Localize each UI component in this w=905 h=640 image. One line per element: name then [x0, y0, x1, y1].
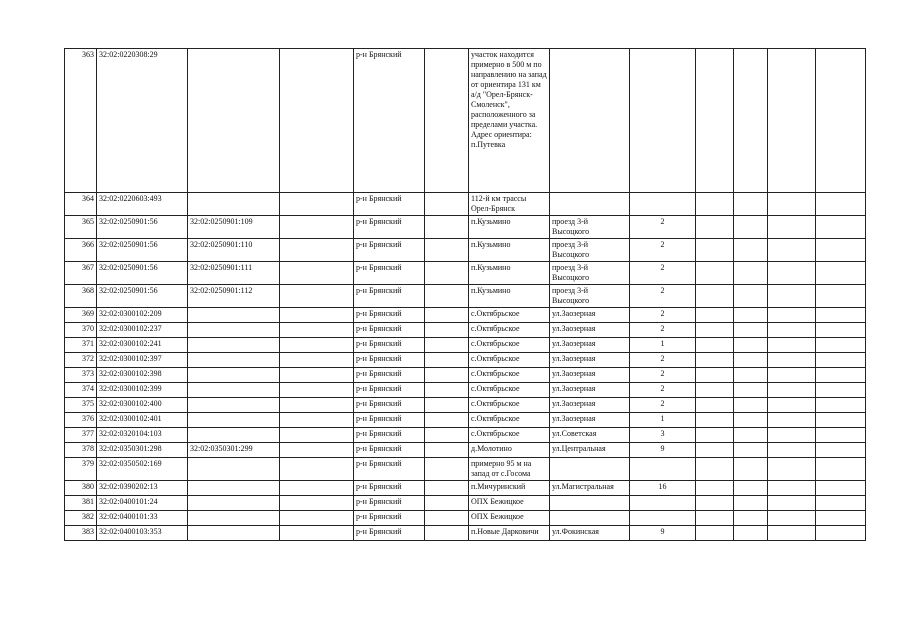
row-number-cell: 378: [65, 443, 97, 458]
house-number-cell: [630, 193, 696, 216]
empty-cell: [696, 338, 734, 353]
empty-cell: [425, 481, 469, 496]
house-number-cell: 2: [630, 308, 696, 323]
empty-cell: [816, 239, 866, 262]
house-number-cell: 2: [630, 239, 696, 262]
table-row: [65, 323, 866, 338]
related-cadastral-cell: 32:02:0350301:299: [188, 443, 280, 458]
empty-cell: [734, 443, 768, 458]
row-number-cell: 371: [65, 338, 97, 353]
cadastral-number-cell: 32:02:0400101:33: [97, 511, 188, 526]
district-cell: р-н Брянский: [354, 368, 425, 383]
empty-cell: [280, 443, 354, 458]
row-number-cell: 379: [65, 458, 97, 481]
empty-cell: [425, 496, 469, 511]
empty-cell: [696, 526, 734, 541]
empty-cell: [280, 398, 354, 413]
cadastral-number-cell: 32:02:0400103:353: [97, 526, 188, 541]
street-cell: [550, 458, 630, 481]
empty-cell: [280, 285, 354, 308]
locality-cell: участок находится примерно в 500 м по направлению на запад от ориентира 131 км а/д "Орел-Брянск-Смоленск", расположенного за пределами участка. Адрес ориентира: п.Путевка: [469, 49, 550, 193]
empty-cell: [280, 428, 354, 443]
house-number-cell: 2: [630, 285, 696, 308]
cadastral-number-cell: 32:02:0350502:169: [97, 458, 188, 481]
house-number-cell: 3: [630, 428, 696, 443]
empty-cell: [734, 526, 768, 541]
empty-cell: [816, 338, 866, 353]
empty-cell: [696, 239, 734, 262]
row-number-cell: 382: [65, 511, 97, 526]
empty-cell: [280, 481, 354, 496]
empty-cell: [696, 262, 734, 285]
district-cell: р-н Брянский: [354, 526, 425, 541]
empty-cell: [816, 398, 866, 413]
empty-cell: [768, 323, 816, 338]
district-cell: р-н Брянский: [354, 458, 425, 481]
table-row: [65, 481, 866, 496]
related-cadastral-cell: [188, 353, 280, 368]
house-number-cell: 1: [630, 338, 696, 353]
house-number-cell: 2: [630, 323, 696, 338]
empty-cell: [280, 338, 354, 353]
empty-cell: [734, 383, 768, 398]
empty-cell: [425, 353, 469, 368]
table-row: [65, 496, 866, 511]
empty-cell: [734, 49, 768, 193]
row-number-cell: 380: [65, 481, 97, 496]
district-cell: р-н Брянский: [354, 262, 425, 285]
street-cell: [550, 49, 630, 193]
locality-cell: с.Октябрьское: [469, 338, 550, 353]
cadastral-number-cell: 32:02:0300102:398: [97, 368, 188, 383]
cadastral-number-cell: 32:02:0250901:56: [97, 239, 188, 262]
related-cadastral-cell: 32:02:0250901:111: [188, 262, 280, 285]
empty-cell: [696, 193, 734, 216]
cadastral-number-cell: 32:02:0250901:56: [97, 262, 188, 285]
street-cell: ул.Магистральная: [550, 481, 630, 496]
cadastral-number-cell: 32:02:0300102:237: [97, 323, 188, 338]
empty-cell: [768, 458, 816, 481]
empty-cell: [696, 496, 734, 511]
locality-cell: с.Октябрьское: [469, 368, 550, 383]
table-body: [65, 49, 866, 541]
empty-cell: [425, 443, 469, 458]
empty-cell: [280, 193, 354, 216]
cadastral-number-cell: 32:02:0220308:29: [97, 49, 188, 193]
district-cell: р-н Брянский: [354, 193, 425, 216]
empty-cell: [816, 368, 866, 383]
street-cell: ул.Заозерная: [550, 353, 630, 368]
cadastral-number-cell: 32:02:0300102:401: [97, 413, 188, 428]
street-cell: ул.Заозерная: [550, 413, 630, 428]
related-cadastral-cell: [188, 511, 280, 526]
cadastral-number-cell: 32:02:0300102:209: [97, 308, 188, 323]
empty-cell: [280, 413, 354, 428]
empty-cell: [734, 216, 768, 239]
empty-cell: [696, 511, 734, 526]
district-cell: р-н Брянский: [354, 323, 425, 338]
empty-cell: [816, 496, 866, 511]
empty-cell: [816, 285, 866, 308]
related-cadastral-cell: [188, 458, 280, 481]
table-row: [65, 383, 866, 398]
related-cadastral-cell: [188, 526, 280, 541]
street-cell: ул.Заозерная: [550, 338, 630, 353]
street-cell: ул.Заозерная: [550, 323, 630, 338]
empty-cell: [734, 398, 768, 413]
locality-cell: п.Новые Дарковичи: [469, 526, 550, 541]
house-number-cell: [630, 458, 696, 481]
empty-cell: [425, 383, 469, 398]
empty-cell: [696, 368, 734, 383]
empty-cell: [734, 481, 768, 496]
empty-cell: [768, 368, 816, 383]
cadastral-number-cell: 32:02:0250901:56: [97, 216, 188, 239]
empty-cell: [696, 323, 734, 338]
empty-cell: [768, 481, 816, 496]
empty-cell: [425, 398, 469, 413]
empty-cell: [280, 216, 354, 239]
empty-cell: [696, 285, 734, 308]
locality-cell: п.Кузьмино: [469, 285, 550, 308]
empty-cell: [768, 353, 816, 368]
empty-cell: [768, 193, 816, 216]
empty-cell: [425, 526, 469, 541]
district-cell: р-н Брянский: [354, 428, 425, 443]
empty-cell: [425, 308, 469, 323]
table-row: [65, 458, 866, 481]
empty-cell: [280, 308, 354, 323]
district-cell: р-н Брянский: [354, 308, 425, 323]
empty-cell: [734, 308, 768, 323]
district-cell: р-н Брянский: [354, 511, 425, 526]
empty-cell: [280, 262, 354, 285]
row-number-cell: 373: [65, 368, 97, 383]
house-number-cell: 2: [630, 216, 696, 239]
empty-cell: [696, 443, 734, 458]
empty-cell: [816, 262, 866, 285]
row-number-cell: 377: [65, 428, 97, 443]
locality-cell: с.Октябрьское: [469, 428, 550, 443]
locality-cell: ОПХ Бежицкое: [469, 511, 550, 526]
related-cadastral-cell: [188, 338, 280, 353]
row-number-cell: 374: [65, 383, 97, 398]
related-cadastral-cell: [188, 481, 280, 496]
street-cell: ул.Центральная: [550, 443, 630, 458]
empty-cell: [816, 308, 866, 323]
empty-cell: [768, 383, 816, 398]
row-number-cell: 376: [65, 413, 97, 428]
related-cadastral-cell: [188, 368, 280, 383]
house-number-cell: [630, 511, 696, 526]
house-number-cell: 1: [630, 413, 696, 428]
empty-cell: [816, 481, 866, 496]
related-cadastral-cell: 32:02:0250901:109: [188, 216, 280, 239]
house-number-cell: 2: [630, 262, 696, 285]
house-number-cell: 2: [630, 368, 696, 383]
row-number-cell: 381: [65, 496, 97, 511]
locality-cell: с.Октябрьское: [469, 308, 550, 323]
related-cadastral-cell: [188, 323, 280, 338]
empty-cell: [425, 323, 469, 338]
street-cell: ул.Фокинская: [550, 526, 630, 541]
cadastral-number-cell: 32:02:0300102:397: [97, 353, 188, 368]
empty-cell: [734, 193, 768, 216]
street-cell: ул.Заозерная: [550, 383, 630, 398]
table-row: [65, 428, 866, 443]
empty-cell: [425, 413, 469, 428]
table-row: [65, 285, 866, 308]
empty-cell: [425, 239, 469, 262]
empty-cell: [816, 353, 866, 368]
street-cell: проезд 3-й Высоцкого: [550, 285, 630, 308]
empty-cell: [425, 49, 469, 193]
empty-cell: [425, 511, 469, 526]
related-cadastral-cell: 32:02:0250901:112: [188, 285, 280, 308]
street-cell: проезд 3-й Высоцкого: [550, 239, 630, 262]
related-cadastral-cell: [188, 49, 280, 193]
district-cell: р-н Брянский: [354, 481, 425, 496]
row-number-cell: 368: [65, 285, 97, 308]
locality-cell: 112-й км трассы Орел-Брянск: [469, 193, 550, 216]
row-number-cell: 383: [65, 526, 97, 541]
cadastral-number-cell: 32:02:0400101:24: [97, 496, 188, 511]
empty-cell: [734, 323, 768, 338]
empty-cell: [768, 49, 816, 193]
cadastral-number-cell: 32:02:0300102:399: [97, 383, 188, 398]
empty-cell: [425, 458, 469, 481]
street-cell: ул.Заозерная: [550, 368, 630, 383]
empty-cell: [816, 216, 866, 239]
street-cell: проезд 3-й Высоцкого: [550, 216, 630, 239]
empty-cell: [425, 428, 469, 443]
empty-cell: [696, 398, 734, 413]
row-number-cell: 366: [65, 239, 97, 262]
cadastral-number-cell: 32:02:0250901:56: [97, 285, 188, 308]
district-cell: р-н Брянский: [354, 496, 425, 511]
empty-cell: [816, 511, 866, 526]
table-row: [65, 368, 866, 383]
empty-cell: [734, 338, 768, 353]
empty-cell: [425, 262, 469, 285]
empty-cell: [734, 458, 768, 481]
empty-cell: [696, 49, 734, 193]
house-number-cell: [630, 49, 696, 193]
empty-cell: [425, 285, 469, 308]
empty-cell: [768, 398, 816, 413]
locality-cell: с.Октябрьское: [469, 413, 550, 428]
empty-cell: [734, 239, 768, 262]
table-row: [65, 308, 866, 323]
locality-cell: с.Октябрьское: [469, 383, 550, 398]
empty-cell: [816, 323, 866, 338]
empty-cell: [816, 458, 866, 481]
street-cell: [550, 193, 630, 216]
locality-cell: п.Мичуринский: [469, 481, 550, 496]
empty-cell: [768, 511, 816, 526]
street-cell: ул.Заозерная: [550, 308, 630, 323]
table-row: [65, 511, 866, 526]
related-cadastral-cell: [188, 428, 280, 443]
row-number-cell: 363: [65, 49, 97, 193]
related-cadastral-cell: [188, 413, 280, 428]
house-number-cell: 2: [630, 353, 696, 368]
row-number-cell: 370: [65, 323, 97, 338]
row-number-cell: 364: [65, 193, 97, 216]
empty-cell: [768, 262, 816, 285]
street-cell: проезд 3-й Высоцкого: [550, 262, 630, 285]
district-cell: р-н Брянский: [354, 353, 425, 368]
cadastral-number-cell: 32:02:0390202:13: [97, 481, 188, 496]
related-cadastral-cell: [188, 308, 280, 323]
empty-cell: [696, 481, 734, 496]
district-cell: р-н Брянский: [354, 443, 425, 458]
street-cell: [550, 511, 630, 526]
row-number-cell: 375: [65, 398, 97, 413]
table-row: [65, 338, 866, 353]
empty-cell: [734, 285, 768, 308]
table-row: [65, 353, 866, 368]
locality-cell: п.Кузьмино: [469, 262, 550, 285]
register-table: [64, 48, 866, 541]
row-number-cell: 367: [65, 262, 97, 285]
empty-cell: [768, 496, 816, 511]
locality-cell: ОПХ Бежицкое: [469, 496, 550, 511]
cadastral-number-cell: 32:02:0300102:400: [97, 398, 188, 413]
house-number-cell: [630, 496, 696, 511]
empty-cell: [734, 368, 768, 383]
locality-cell: п.Кузьмино: [469, 216, 550, 239]
table-row: [65, 216, 866, 239]
house-number-cell: 9: [630, 526, 696, 541]
house-number-cell: 2: [630, 398, 696, 413]
empty-cell: [734, 496, 768, 511]
empty-cell: [816, 193, 866, 216]
empty-cell: [696, 308, 734, 323]
empty-cell: [425, 338, 469, 353]
empty-cell: [280, 368, 354, 383]
house-number-cell: 2: [630, 383, 696, 398]
table-row: [65, 239, 866, 262]
table-row: [65, 526, 866, 541]
empty-cell: [816, 443, 866, 458]
cadastral-number-cell: 32:02:0320104:103: [97, 428, 188, 443]
row-number-cell: 365: [65, 216, 97, 239]
related-cadastral-cell: [188, 193, 280, 216]
table-row: [65, 262, 866, 285]
row-number-cell: 372: [65, 353, 97, 368]
related-cadastral-cell: [188, 383, 280, 398]
empty-cell: [696, 353, 734, 368]
empty-cell: [768, 308, 816, 323]
empty-cell: [696, 458, 734, 481]
empty-cell: [280, 383, 354, 398]
empty-cell: [280, 239, 354, 262]
locality-cell: примерно 95 м на запад от с.Госома: [469, 458, 550, 481]
row-number-cell: 369: [65, 308, 97, 323]
empty-cell: [696, 383, 734, 398]
district-cell: р-н Брянский: [354, 216, 425, 239]
empty-cell: [280, 496, 354, 511]
empty-cell: [734, 413, 768, 428]
empty-cell: [734, 353, 768, 368]
empty-cell: [425, 193, 469, 216]
empty-cell: [734, 262, 768, 285]
empty-cell: [280, 49, 354, 193]
empty-cell: [280, 458, 354, 481]
empty-cell: [816, 428, 866, 443]
cadastral-number-cell: 32:02:0300102:241: [97, 338, 188, 353]
related-cadastral-cell: [188, 398, 280, 413]
district-cell: р-н Брянский: [354, 398, 425, 413]
district-cell: р-н Брянский: [354, 338, 425, 353]
locality-cell: д.Молотино: [469, 443, 550, 458]
locality-cell: с.Октябрьское: [469, 323, 550, 338]
empty-cell: [816, 526, 866, 541]
empty-cell: [425, 368, 469, 383]
locality-cell: п.Кузьмино: [469, 239, 550, 262]
house-number-cell: 16: [630, 481, 696, 496]
locality-cell: с.Октябрьское: [469, 398, 550, 413]
district-cell: р-н Брянский: [354, 285, 425, 308]
empty-cell: [768, 443, 816, 458]
cadastral-number-cell: 32:02:0350301:298: [97, 443, 188, 458]
empty-cell: [768, 526, 816, 541]
empty-cell: [696, 428, 734, 443]
street-cell: [550, 496, 630, 511]
house-number-cell: 9: [630, 443, 696, 458]
empty-cell: [768, 338, 816, 353]
table-row: [65, 443, 866, 458]
empty-cell: [734, 428, 768, 443]
related-cadastral-cell: [188, 496, 280, 511]
empty-cell: [816, 49, 866, 193]
district-cell: р-н Брянский: [354, 49, 425, 193]
empty-cell: [768, 216, 816, 239]
cadastral-number-cell: 32:02:0220603:493: [97, 193, 188, 216]
empty-cell: [734, 511, 768, 526]
district-cell: р-н Брянский: [354, 239, 425, 262]
empty-cell: [816, 413, 866, 428]
table-row: [65, 398, 866, 413]
empty-cell: [768, 428, 816, 443]
empty-cell: [280, 353, 354, 368]
empty-cell: [696, 216, 734, 239]
empty-cell: [280, 511, 354, 526]
empty-cell: [280, 526, 354, 541]
table-row: [65, 413, 866, 428]
empty-cell: [768, 285, 816, 308]
locality-cell: с.Октябрьское: [469, 353, 550, 368]
street-cell: ул.Заозерная: [550, 398, 630, 413]
empty-cell: [696, 413, 734, 428]
empty-cell: [280, 323, 354, 338]
table-row: [65, 49, 866, 193]
table-row: [65, 193, 866, 216]
empty-cell: [425, 216, 469, 239]
district-cell: р-н Брянский: [354, 413, 425, 428]
empty-cell: [768, 413, 816, 428]
district-cell: р-н Брянский: [354, 383, 425, 398]
empty-cell: [816, 383, 866, 398]
empty-cell: [768, 239, 816, 262]
street-cell: ул.Советская: [550, 428, 630, 443]
related-cadastral-cell: 32:02:0250901:110: [188, 239, 280, 262]
